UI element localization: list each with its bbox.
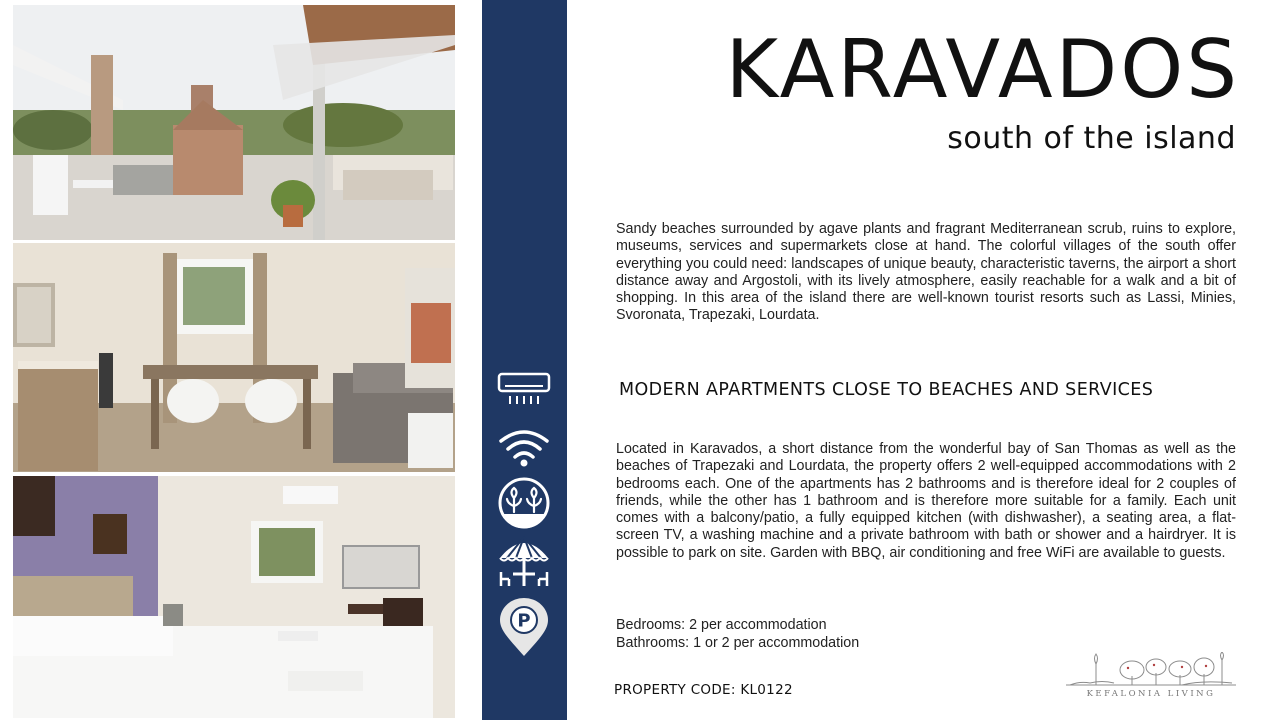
page-title: KARAVADOS [725, 23, 1240, 116]
svg-text:P: P [517, 610, 531, 632]
description-paragraph: Located in Karavados, a short distance from the wonderful bay of San Thomas as well as the beaches of Trapezaki and Lourdata, the property offers 2 well-equipped accommodations with 2 bedrooms each. One of the apartments has 2 bathrooms and is therefore ideal for 2 couples of friends, while the other has 1 bathroom and is therefore more suitable for a family. Each unit comes with a balcony/patio, a fully equipped kitchen (with dishwasher), a seating area, a flat-screen TV, a washing machine and a private bathroom with bath or shower and a hairdryer. It is possible to park on site. Garden with BBQ, air conditioning and free WiFi are available to guests. [616, 441, 1236, 561]
bathrooms-fact: Bathrooms: 1 or 2 per accommodation [616, 634, 860, 651]
bedrooms-fact: Bedrooms: 2 per accommodation [616, 617, 827, 633]
olive-trees-logo-icon [1062, 652, 1240, 688]
logo-wordmark: KEFALONIA LIVING [1086, 689, 1216, 699]
dining-room-photo [13, 243, 455, 472]
property-code: PROPERTY CODE: KL0122 [614, 682, 793, 698]
bedroom-photo [13, 476, 455, 718]
brand-logo [1062, 652, 1240, 702]
patio-photo [13, 5, 455, 240]
air-conditioner-icon [496, 370, 552, 408]
page-subtitle: south of the island [947, 121, 1236, 156]
parasol-icon [496, 534, 552, 590]
wifi-icon [496, 427, 552, 467]
property-facts [616, 617, 859, 652]
intro-paragraph: Sandy beaches surrounded by agave plants and fragrant Mediterranean scrub, ruins to explore, museums, services and supermarkets close at hand. The colorful villages of the south offer everything you could need: landscapes of unique beauty, characteristic taverns, the airport a short distance away and Argostoli, with its lively atmosphere, easily reachable for a walk and a bit of shopping. In this area of the island there are well-known tourist resorts such as Lassi, Minies, Svoronata, Trapezaki, Lourdata. [616, 221, 1236, 324]
section-heading: MODERN APARTMENTS CLOSE TO BEACHES AND SERVICES [619, 380, 1154, 400]
garden-icon [496, 476, 552, 530]
parking-icon [496, 598, 552, 658]
